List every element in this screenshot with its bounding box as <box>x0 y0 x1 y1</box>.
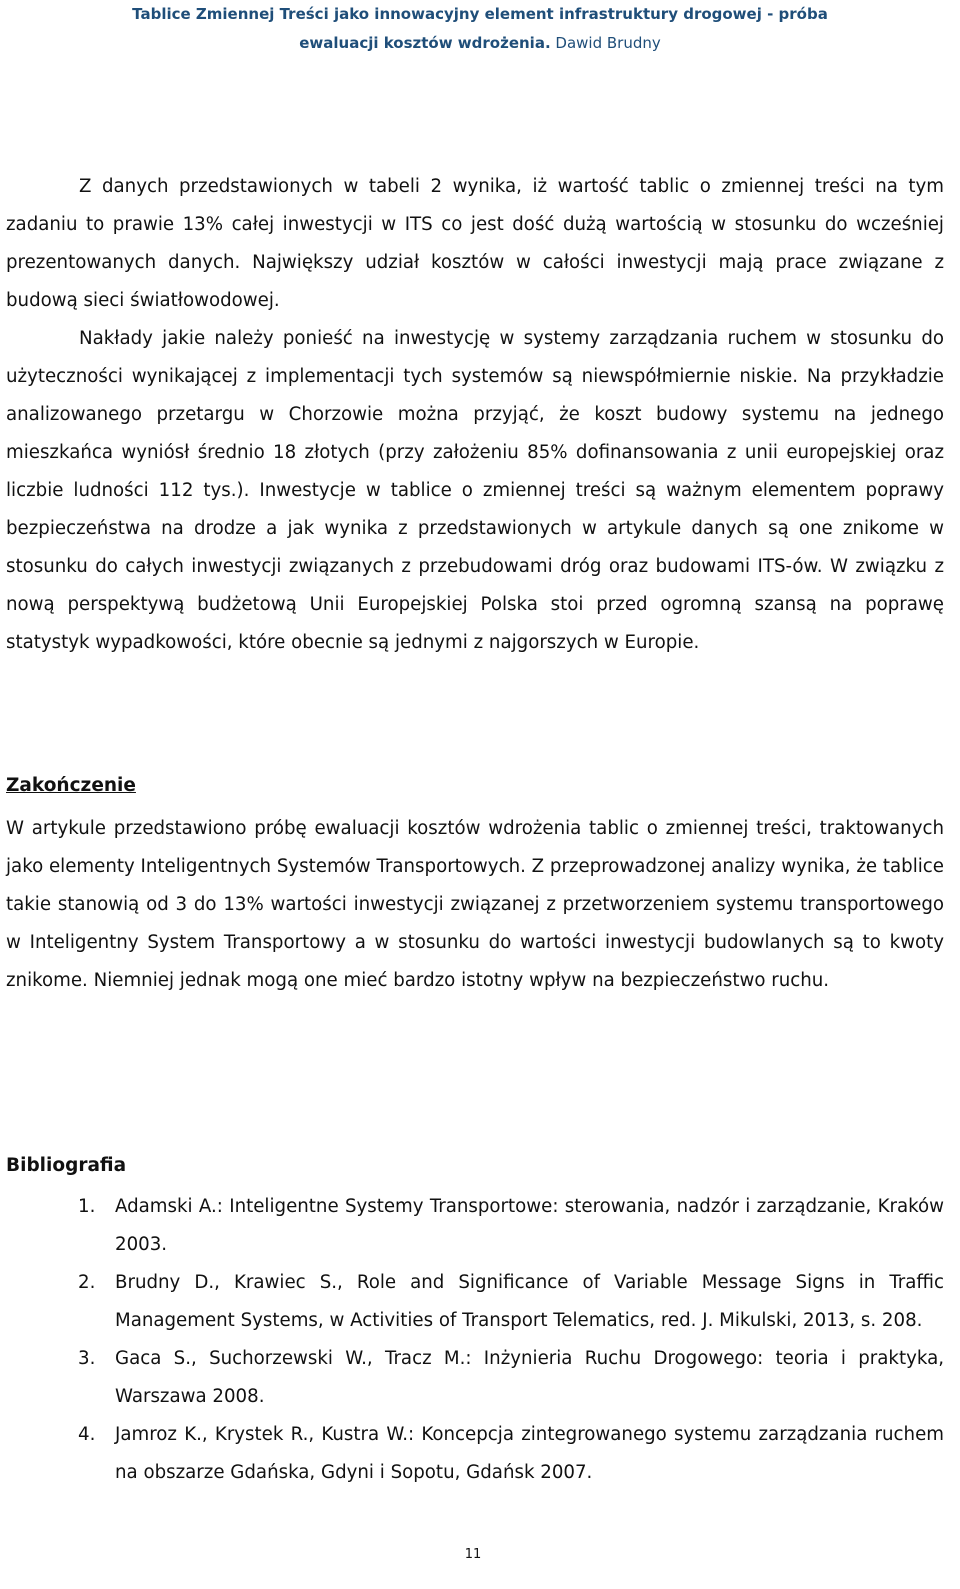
bibliography-item-text: Adamski A.: Inteligentne Systemy Transportowe: sterowania, nadzór i zarządzanie, Kraków 2003. <box>115 1196 944 1255</box>
bibliography-item <box>78 1264 944 1340</box>
page-number: 11 <box>464 1547 482 1562</box>
body-paragraph-2: Nakłady jakie należy ponieść na inwestycję w systemy zarządzania ruchem w stosunku do użyteczności wynikającej z implementacji tych systemów są niewspółmiernie niskie. Na przykładzie analizowanego przetargu w Chorzowie można przyjąć, że koszt budowy systemu na jednego mieszkańca wyniósł średnio 18 złotych (przy założeniu 85% dofinansowania z unii europejskiej oraz liczbie ludności 112 tys.). Inwestycje w tablice o zmiennej treści są ważnym elementem poprawy bezpieczeństwa na drodze a jak wynika z przedstawionych w artykule danych są one znikome w stosunku do całych inwestycji związanych z przebudowami dróg oraz budowami ITS-ów. W związku z nową perspektywą budżetową Unii Europejskiej Polska stoi przed ogromną szansą na poprawę statystyk wypadkowości, które obecnie są jednymi z najgorszych w Europie. <box>6 328 944 653</box>
header-title-line2 <box>70 29 890 58</box>
bibliography-item <box>78 1340 944 1416</box>
header-title-line2-bold: ewaluacji kosztów wdrożenia. <box>299 34 551 52</box>
conclusion-paragraph: W artykule przedstawiono próbę ewaluacji kosztów wdrożenia tablic o zmiennej treści, traktowanych jako elementy Inteligentnych Systemów Transportowych. Z przeprowadzonej analizy wynika, że tablice takie stanowią od 3 do 13% wartości inwestycji związanej z przetworzeniem systemu transportowego w Inteligentny System Transportowy a w stosunku do wartości inwestycji budowlanych są to kwoty znikome. Niemniej jednak mogą one mieć bardzo istotny wpływ na bezpieczeństwo ruchu. <box>6 818 944 991</box>
bibliography-list <box>78 1188 944 1492</box>
bibliography-item-text: Gaca S., Suchorzewski W., Tracz M.: Inżynieria Ruchu Drogowego: teoria i praktyka, Warszawa 2008. <box>115 1348 944 1407</box>
bibliography-item <box>78 1416 944 1492</box>
bibliography-item-number: 1. <box>78 1196 96 1217</box>
bibliography-item-text: Jamroz K., Krystek R., Kustra W.: Koncepcja zintegrowanego systemu zarządzania ruchem na obszarze Gdańska, Gdyni i Sopotu, Gdańsk 2007. <box>115 1424 944 1483</box>
bibliography-item <box>78 1188 944 1264</box>
header-title-line1: Tablice Zmiennej Treści jako innowacyjny element infrastruktury drogowej - próba <box>132 5 828 23</box>
running-header <box>70 0 890 58</box>
bibliography-item-text: Brudny D., Krawiec S., Role and Significance of Variable Message Signs in Traffic Management Systems, w Activities of Transport Telematics, red. J. Mikulski, 2013, s. 208. <box>115 1272 944 1331</box>
bibliography-item-number: 2. <box>78 1272 96 1293</box>
conclusion-heading: Zakończenie <box>6 775 136 796</box>
bibliography-item-number: 3. <box>78 1348 96 1369</box>
bibliography-heading: Bibliografia <box>6 1155 127 1176</box>
header-author: Dawid Brudny <box>550 34 661 52</box>
bibliography-item-number: 4. <box>78 1424 96 1445</box>
body-paragraph-1: Z danych przedstawionych w tabeli 2 wynika, iż wartość tablic o zmiennej treści na tym zadaniu to prawie 13% całej inwestycji w ITS co jest dość dużą wartością w stosunku do wcześniej prezentowanych danych. Największy udział kosztów w całości inwestycji mają prace związane z budową sieci światłowodowej. <box>6 176 944 311</box>
